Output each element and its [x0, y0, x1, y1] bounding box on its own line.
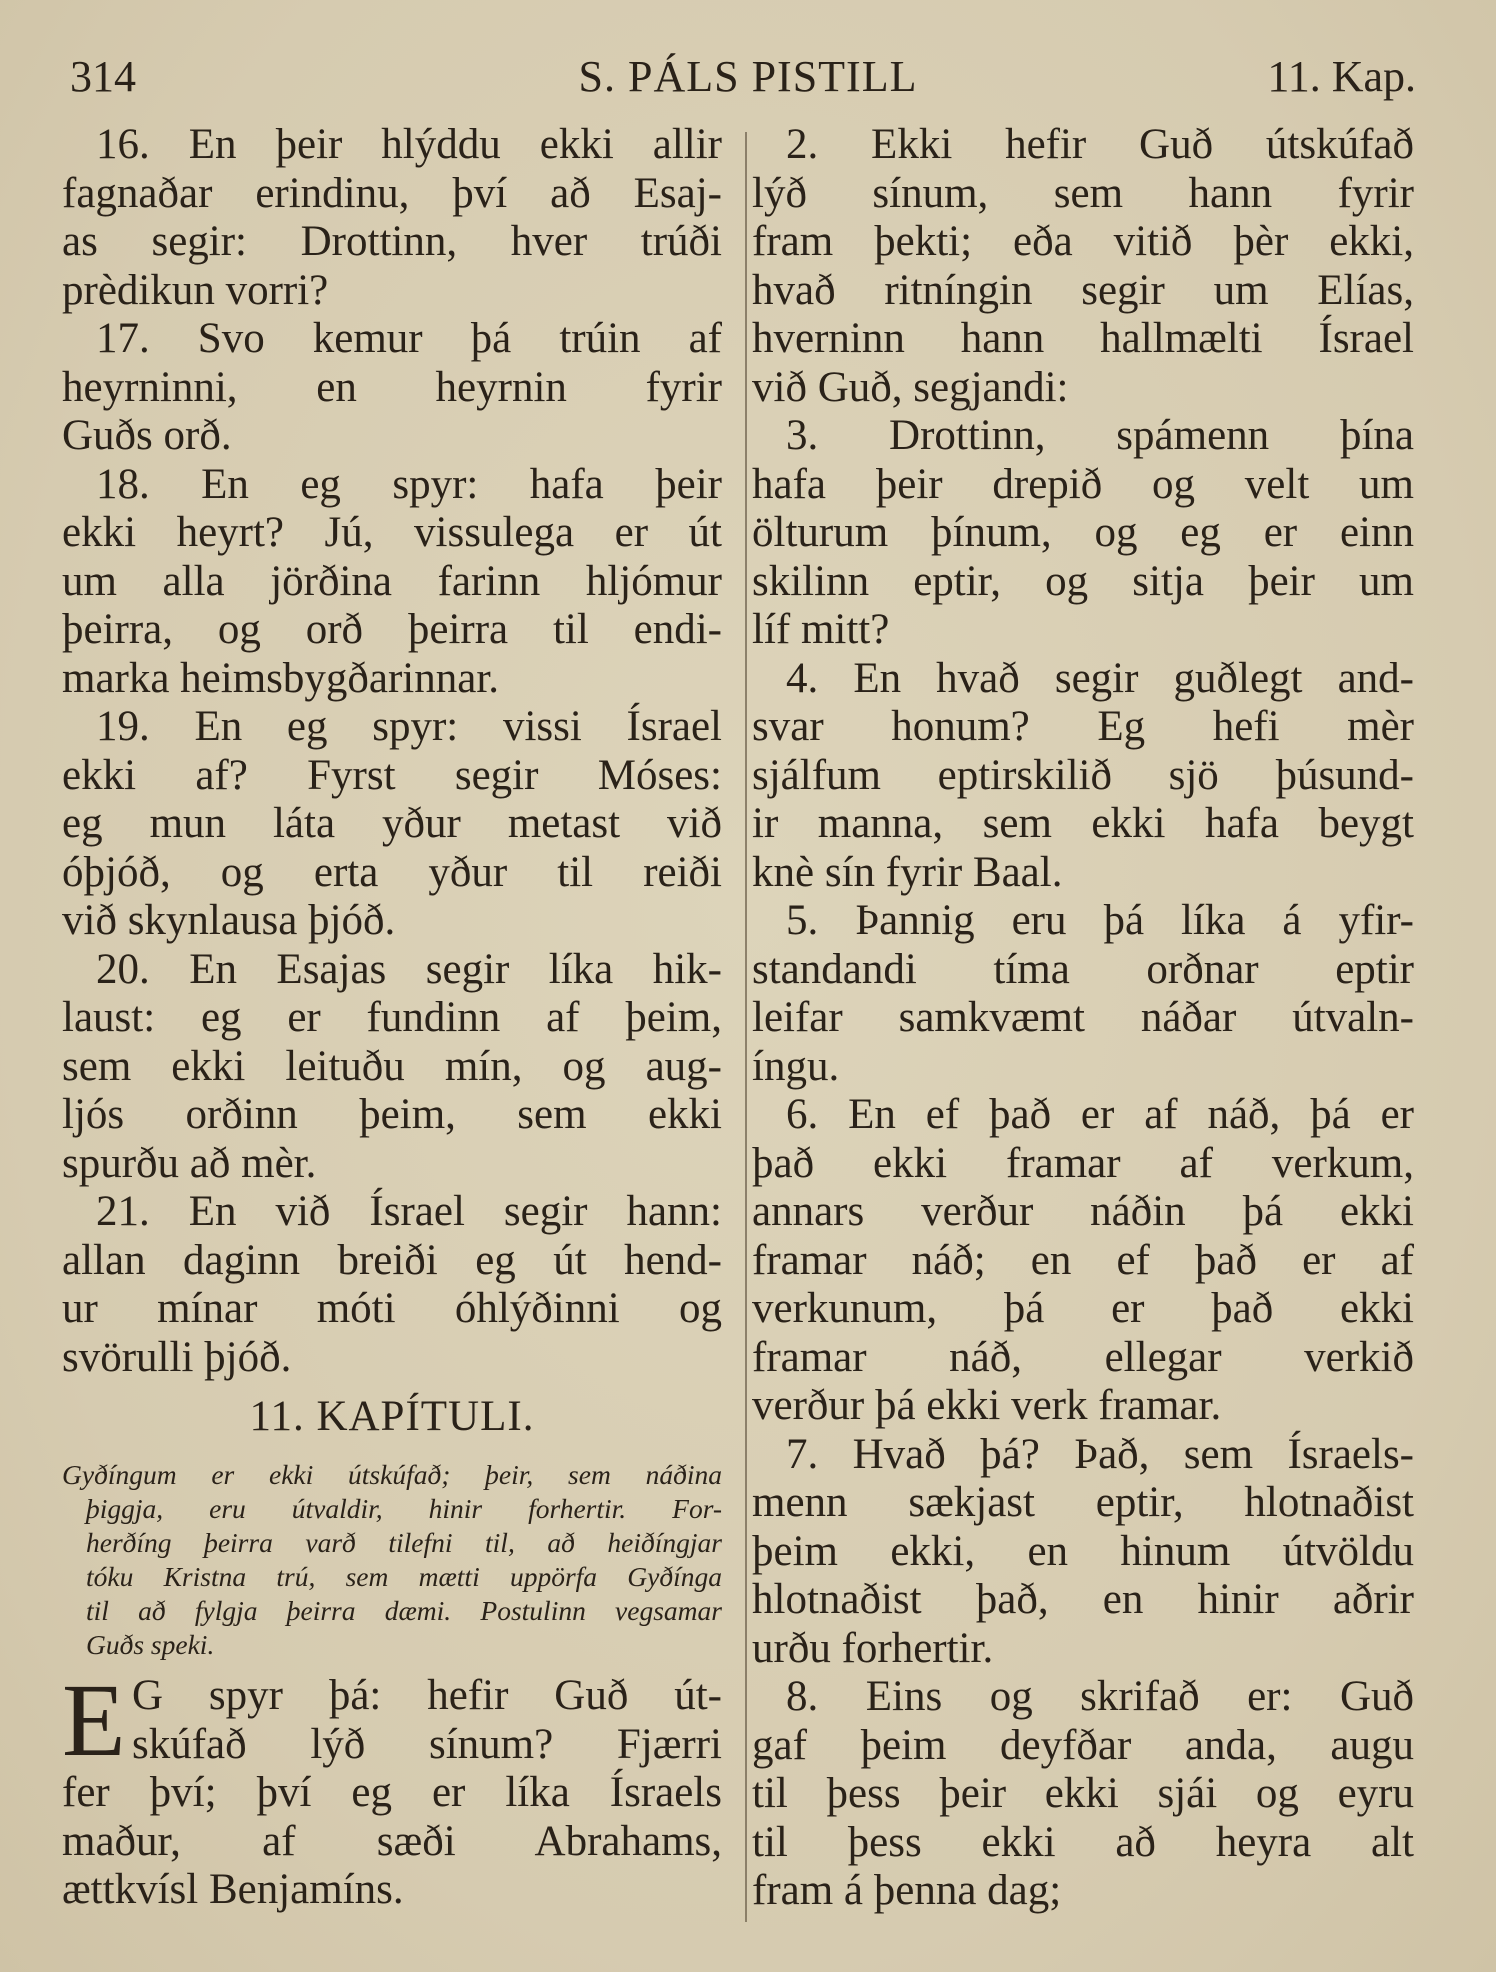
page-number: 314 — [70, 52, 136, 101]
column-divider — [745, 132, 747, 1922]
text-line: íngu. — [752, 1042, 840, 1090]
text-line: við skynlausa þjóð. — [62, 897, 396, 944]
text-line: knè sín fyrir Baal. — [752, 848, 1063, 896]
text-line: sjálfum eptirskilið sjö þúsund- — [752, 751, 1414, 799]
text-line: maður, af sæði Abrahams, — [62, 1817, 722, 1865]
text-line: Guðs orð. — [62, 412, 232, 459]
text-line: verður þá ekki verk framar. — [752, 1382, 1222, 1429]
text-line: menn sækjast eptir, hlotnaðist — [752, 1479, 1414, 1526]
text-line: G spyr þá: hefir Guð út- — [132, 1672, 722, 1719]
text-line: prèdikun vorri? — [62, 266, 329, 314]
text-line: heyrninni, en heyrnin fyrir — [62, 363, 722, 411]
text-line: 16. En þeir hlýddu ekki allir — [96, 121, 722, 168]
chapter-summary — [62, 1458, 722, 1662]
text-line: laust: eg er fundinn af þeim, — [62, 994, 722, 1041]
text-line: ir manna, sem ekki hafa beygt — [752, 800, 1414, 847]
text-line: urðu forhertir. — [752, 1624, 994, 1672]
text-line: skúfað lýð sínum? Fjærri — [132, 1720, 722, 1768]
chapter-opening — [62, 1663, 722, 1915]
text-line: fagnaðar erindinu, því að Esaj- — [62, 169, 722, 217]
text-line: 17. Svo kemur þá trúin af — [96, 315, 722, 362]
text-line: um alla jörðina farinn hljómur — [62, 557, 722, 605]
text-line: standandi tíma orðnar eptir — [752, 945, 1414, 993]
text-line: þiggja, eru útvaldir, hinir forhertir. For- — [86, 1493, 722, 1524]
text-line: til að fylgja þeirra dæmi. Postulinn vegsamar — [86, 1595, 722, 1626]
text-line: 4. En hvað segir guðlegt and- — [786, 654, 1414, 702]
text-line: 21. En við Ísrael segir hann: — [96, 1188, 722, 1235]
text-line: hverninn hann hallmælti Ísrael — [752, 315, 1414, 362]
text-line: framar náð; en ef það er af — [752, 1236, 1414, 1284]
text-line: ölturum þínum, og eg er einn — [752, 509, 1414, 556]
text-line: ekki heyrt? Jú, vissulega er út — [62, 509, 722, 556]
text-line: lýð sínum, sem hann fyrir — [752, 169, 1414, 217]
text-line: framar náð, ellegar verkið — [752, 1333, 1414, 1381]
text-line: ættkvísl Benjamíns. — [62, 1866, 404, 1913]
text-line: annars verður náðin þá ekki — [752, 1188, 1414, 1235]
text-line: eg mun láta yður metast við — [62, 800, 722, 847]
text-line: 3. Drottinn, spámenn þína — [786, 412, 1414, 459]
text-line: 19. En eg spyr: vissi Ísrael — [96, 703, 722, 750]
text-line: ekki af? Fyrst segir Móses: — [62, 751, 722, 799]
text-line: fram þekti; eða vitið þèr ekki, — [752, 218, 1414, 265]
text-line: það ekki framar af verkum, — [752, 1139, 1414, 1187]
text-line: skilinn eptir, og sitja þeir um — [752, 557, 1414, 605]
text-line: þeim ekki, en hinum útvöldu — [752, 1527, 1414, 1575]
text-line: gaf þeim deyfðar anda, augu — [752, 1721, 1414, 1769]
running-title: S. PÁLS PISTILL — [578, 52, 918, 101]
text-line: óþjóð, og erta yður til reiði — [62, 848, 722, 896]
text-line: allan daginn breiði eg út hend- — [62, 1236, 722, 1284]
chapter-heading: 11. KAPÍTULI. — [249, 1393, 535, 1440]
text-line: líf mitt? — [752, 606, 890, 653]
text-line: spurðu að mèr. — [62, 1139, 317, 1187]
text-line: ljós orðinn þeim, sem ekki — [62, 1091, 722, 1138]
right-column — [752, 121, 1414, 1916]
text-line: 18. En eg spyr: hafa þeir — [96, 460, 722, 508]
text-line: verkunum, þá er það ekki — [752, 1285, 1414, 1332]
text-line: tóku Kristna trú, sem mætti uppörfa Gyðínga — [86, 1561, 722, 1592]
text-line: 2. Ekki hefir Guð útskúfað — [786, 121, 1414, 168]
text-line: hlotnaðist það, en hinir aðrir — [752, 1576, 1414, 1623]
text-line: sem ekki leituðu mín, og aug- — [62, 1042, 722, 1090]
text-line: herðíng þeirra varð tilefni til, að heiðíngjar — [86, 1527, 722, 1558]
text-line: 5. Þannig eru þá líka á yfir- — [786, 897, 1414, 944]
text-line: marka heimsbygðarinnar. — [62, 654, 500, 702]
text-line: 8. Eins og skrifað er: Guð — [786, 1673, 1414, 1720]
left-column — [62, 121, 722, 1382]
text-line: fram á þenna dag; — [752, 1867, 1062, 1914]
text-line: Guðs speki. — [86, 1629, 215, 1660]
text-line: svörulli þjóð. — [62, 1333, 292, 1381]
text-line: 6. En ef það er af náð, þá er — [786, 1091, 1414, 1138]
text-line: til þess þeir ekki sjái og eyru — [752, 1770, 1414, 1817]
text-line: til þess ekki að heyra alt — [752, 1818, 1414, 1866]
text-line: hafa þeir drepið og velt um — [752, 460, 1414, 508]
text-line: hvað ritníngin segir um Elías, — [752, 266, 1414, 314]
text-line: svar honum? Eg hefi mèr — [752, 703, 1414, 750]
text-line: fer því; því eg er líka Ísraels — [62, 1769, 722, 1816]
drop-cap: E — [62, 1663, 126, 1778]
text-line: þeirra, og orð þeirra til endi- — [62, 606, 722, 653]
text-line: as segir: Drottinn, hver trúði — [62, 218, 722, 265]
text-line: Gyðíngum er ekki útskúfað; þeir, sem náðina — [62, 1459, 722, 1490]
text-line: við Guð, segjandi: — [752, 363, 1069, 411]
text-line: ur mínar móti óhlýðinni og — [62, 1285, 722, 1332]
text-line: 20. En Esajas segir líka hik- — [96, 945, 722, 993]
chapter-label: 11. Kap. — [1267, 52, 1416, 101]
text-line: leifar samkvæmt náðar útvaln- — [752, 994, 1414, 1041]
text-line: 7. Hvað þá? Það, sem Ísraels- — [786, 1430, 1414, 1478]
